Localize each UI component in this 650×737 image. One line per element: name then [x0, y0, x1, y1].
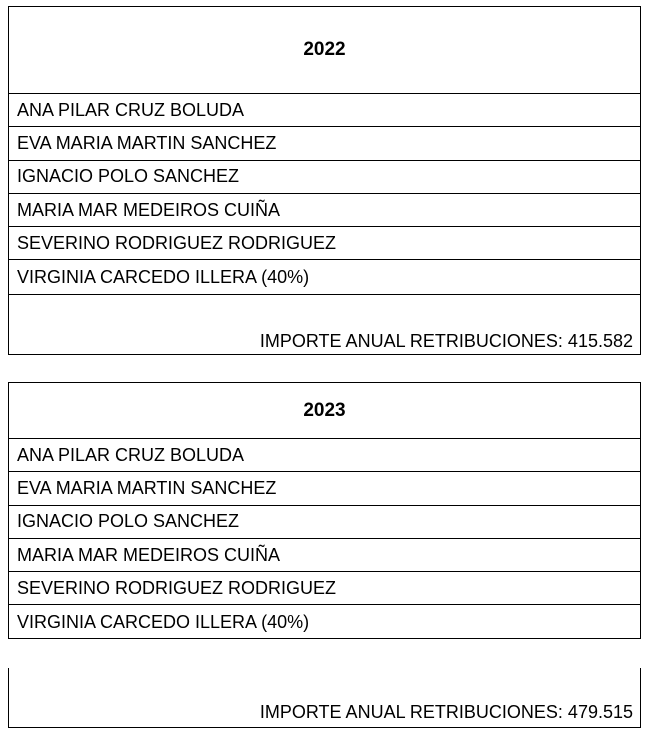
table-row: IGNACIO POLO SANCHEZ: [9, 506, 640, 539]
year-header: 2022: [9, 7, 640, 94]
table-row: IGNACIO POLO SANCHEZ: [9, 161, 640, 194]
annual-total: IMPORTE ANUAL RETRIBUCIONES: 479.515: [8, 668, 641, 728]
annual-total: IMPORTE ANUAL RETRIBUCIONES: 415.582: [9, 294, 640, 356]
table-row: ANA PILAR CRUZ BOLUDA: [9, 94, 640, 127]
table-row: MARIA MAR MEDEIROS CUIÑA: [9, 194, 640, 227]
name-list: [9, 94, 640, 294]
table-row: EVA MARIA MARTIN SANCHEZ: [9, 472, 640, 505]
table-row: MARIA MAR MEDEIROS CUIÑA: [9, 539, 640, 572]
table-row: EVA MARIA MARTIN SANCHEZ: [9, 127, 640, 160]
table-2022: [8, 6, 641, 355]
name-list: [9, 439, 640, 639]
table-row: SEVERINO RODRIGUEZ RODRIGUEZ: [9, 227, 640, 260]
table-2023: [8, 382, 641, 639]
table-row: VIRGINIA CARCEDO ILLERA (40%): [17, 266, 310, 287]
table-row: VIRGINIA CARCEDO ILLERA (40%): [17, 611, 310, 632]
year-header: 2023: [9, 383, 640, 439]
table-row: ANA PILAR CRUZ BOLUDA: [9, 439, 640, 472]
table-row: SEVERINO RODRIGUEZ RODRIGUEZ: [9, 572, 640, 605]
